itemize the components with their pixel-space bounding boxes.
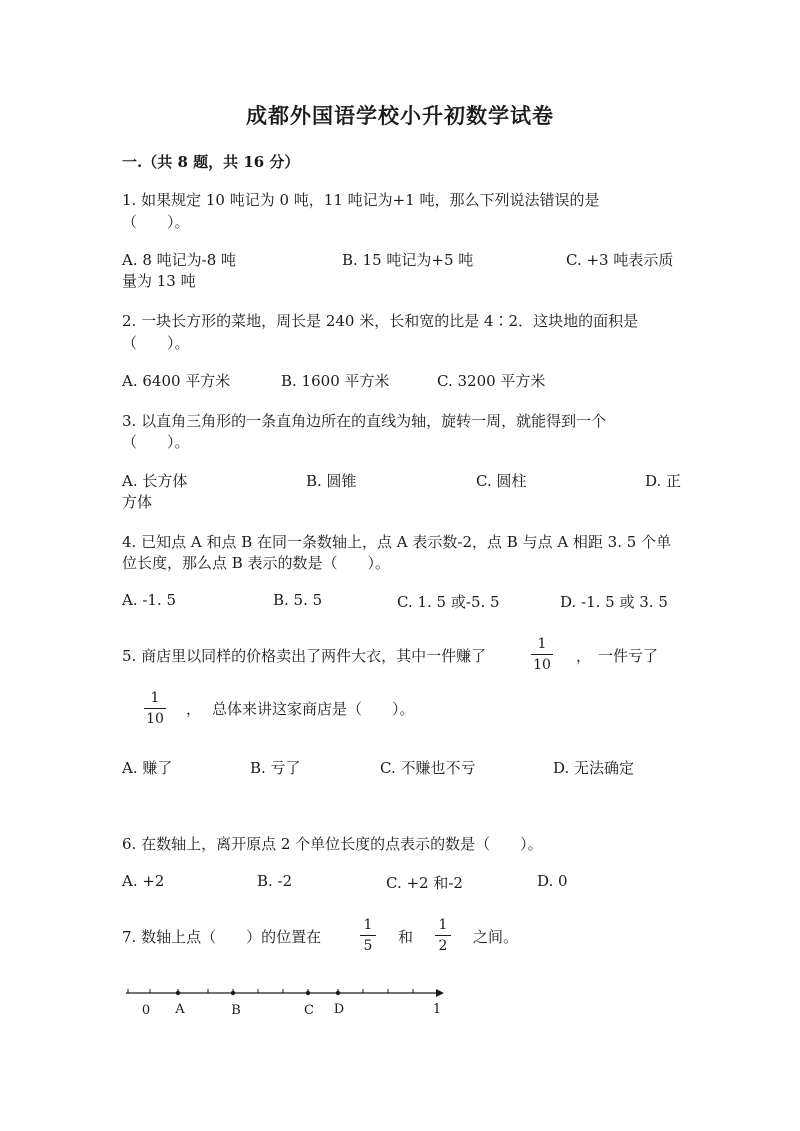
- fraction-numerator: 1: [438, 917, 448, 933]
- question-1-option-c-wrap: 量为 13 吨: [122, 272, 196, 290]
- question-3-option-d-wrap: 方体: [122, 493, 153, 511]
- question-2-stem-cont: （ ）。: [122, 334, 190, 352]
- section-header: 一.（共 8 题，共 16 分）: [122, 153, 300, 171]
- fraction-denominator: 10: [146, 711, 164, 727]
- question-1-stem: 1. 如果规定 10 吨记为 0 吨，11 吨记为+1 吨，那么下列说法错误的是: [122, 191, 600, 209]
- question-5-stem-part5: 总体来讲这家商店是（ ）。: [212, 700, 415, 718]
- question-1-option-b[interactable]: B. 15 吨记为+5 吨: [342, 251, 474, 269]
- number-line-label-c: C: [304, 1003, 314, 1018]
- question-5-fraction-2: [144, 690, 166, 727]
- question-5-option-c[interactable]: C. 不赚也不亏: [380, 759, 476, 777]
- fraction-numerator: 1: [363, 917, 373, 933]
- question-4-option-c[interactable]: C. 1. 5 或-5. 5: [397, 593, 500, 611]
- question-7-stem-part1: 7. 数轴上点（ ）的位置在: [122, 928, 322, 946]
- question-4-option-b[interactable]: B. 5. 5: [273, 591, 323, 609]
- question-3-option-d[interactable]: D. 正: [645, 472, 682, 490]
- number-line-label-b: B: [231, 1003, 241, 1018]
- question-5-option-a[interactable]: A. 赚了: [122, 759, 173, 777]
- question-1-option-a[interactable]: A. 8 吨记为-8 吨: [122, 251, 237, 269]
- question-4-option-d[interactable]: D. -1. 5 或 3. 5: [560, 593, 668, 611]
- question-2-option-c[interactable]: C. 3200 平方米: [437, 372, 546, 390]
- question-6-option-a[interactable]: A. +2: [122, 872, 165, 890]
- question-4-stem: 4. 已知点 A 和点 B 在同一条数轴上，点 A 表示数-2，点 B 与点 A 相距 3. 5 个单: [122, 533, 672, 551]
- question-7-and: 和: [398, 928, 414, 946]
- question-2-option-b[interactable]: B. 1600 平方米: [281, 372, 390, 390]
- question-3-option-a[interactable]: A. 长方体: [122, 472, 188, 490]
- question-3-option-c[interactable]: C. 圆柱: [476, 472, 527, 490]
- question-1-option-c[interactable]: C. +3 吨表示质: [566, 251, 674, 269]
- question-5-comma-2: ，: [186, 700, 202, 718]
- number-line-label-a: A: [175, 1002, 185, 1017]
- fraction-denominator: 10: [533, 657, 551, 673]
- question-6-option-b[interactable]: B. -2: [257, 872, 293, 890]
- number-line-label-1: 1: [432, 1002, 442, 1017]
- question-5-option-b[interactable]: B. 亏了: [250, 759, 301, 777]
- fraction-numerator: 1: [537, 636, 547, 652]
- question-5-comma-1: ，: [576, 647, 592, 665]
- point-b-dot: [231, 991, 235, 995]
- number-line-label-0: 0: [141, 1003, 151, 1018]
- question-5-stem-part3: 一件亏了: [598, 647, 659, 665]
- question-6-option-d[interactable]: D. 0: [537, 872, 568, 890]
- question-5-stem-part1: 5. 商店里以同样的价格卖出了两件大衣，其中一件赚了: [122, 647, 487, 665]
- question-3-stem: 3. 以直角三角形的一条直角边所在的直线为轴，旋转一周，就能得到一个: [122, 412, 607, 430]
- question-2-stem: 2. 一块长方形的菜地，周长是 240 米，长和宽的比是 4∶2．这块地的面积是: [122, 312, 639, 330]
- question-4-stem-cont: 位长度，那么点 B 表示的数是（ ）。: [122, 554, 391, 572]
- question-2-option-a[interactable]: A. 6400 平方米: [122, 372, 231, 390]
- arrow-right-icon: [436, 989, 444, 997]
- question-4-option-a[interactable]: A. -1. 5: [122, 591, 177, 609]
- question-6-option-c[interactable]: C. +2 和-2: [386, 874, 463, 892]
- point-a-dot: [176, 991, 180, 995]
- question-7-stem-part3: 之间。: [473, 928, 519, 946]
- fraction-denominator: 2: [438, 938, 448, 954]
- number-line-label-d: D: [333, 1002, 345, 1017]
- question-5-fraction-1: [531, 636, 553, 673]
- question-6-stem: 6. 在数轴上，离开原点 2 个单位长度的点表示的数是（ ）。: [122, 835, 543, 853]
- question-7-fraction-1: [360, 917, 376, 954]
- point-d-dot: [336, 991, 340, 995]
- question-3-stem-cont: （ ）。: [122, 433, 190, 451]
- question-5-option-d[interactable]: D. 无法确定: [553, 759, 635, 777]
- question-7-fraction-2: [435, 917, 451, 954]
- point-c-dot: [306, 991, 310, 995]
- question-1-stem-cont: （ ）。: [122, 213, 190, 231]
- fraction-numerator: 1: [150, 690, 160, 706]
- fraction-denominator: 5: [363, 938, 373, 954]
- question-3-option-b[interactable]: B. 圆锥: [306, 472, 357, 490]
- number-line: [120, 980, 460, 1025]
- page-title: 成都外国语学校小升初数学试卷: [246, 103, 554, 128]
